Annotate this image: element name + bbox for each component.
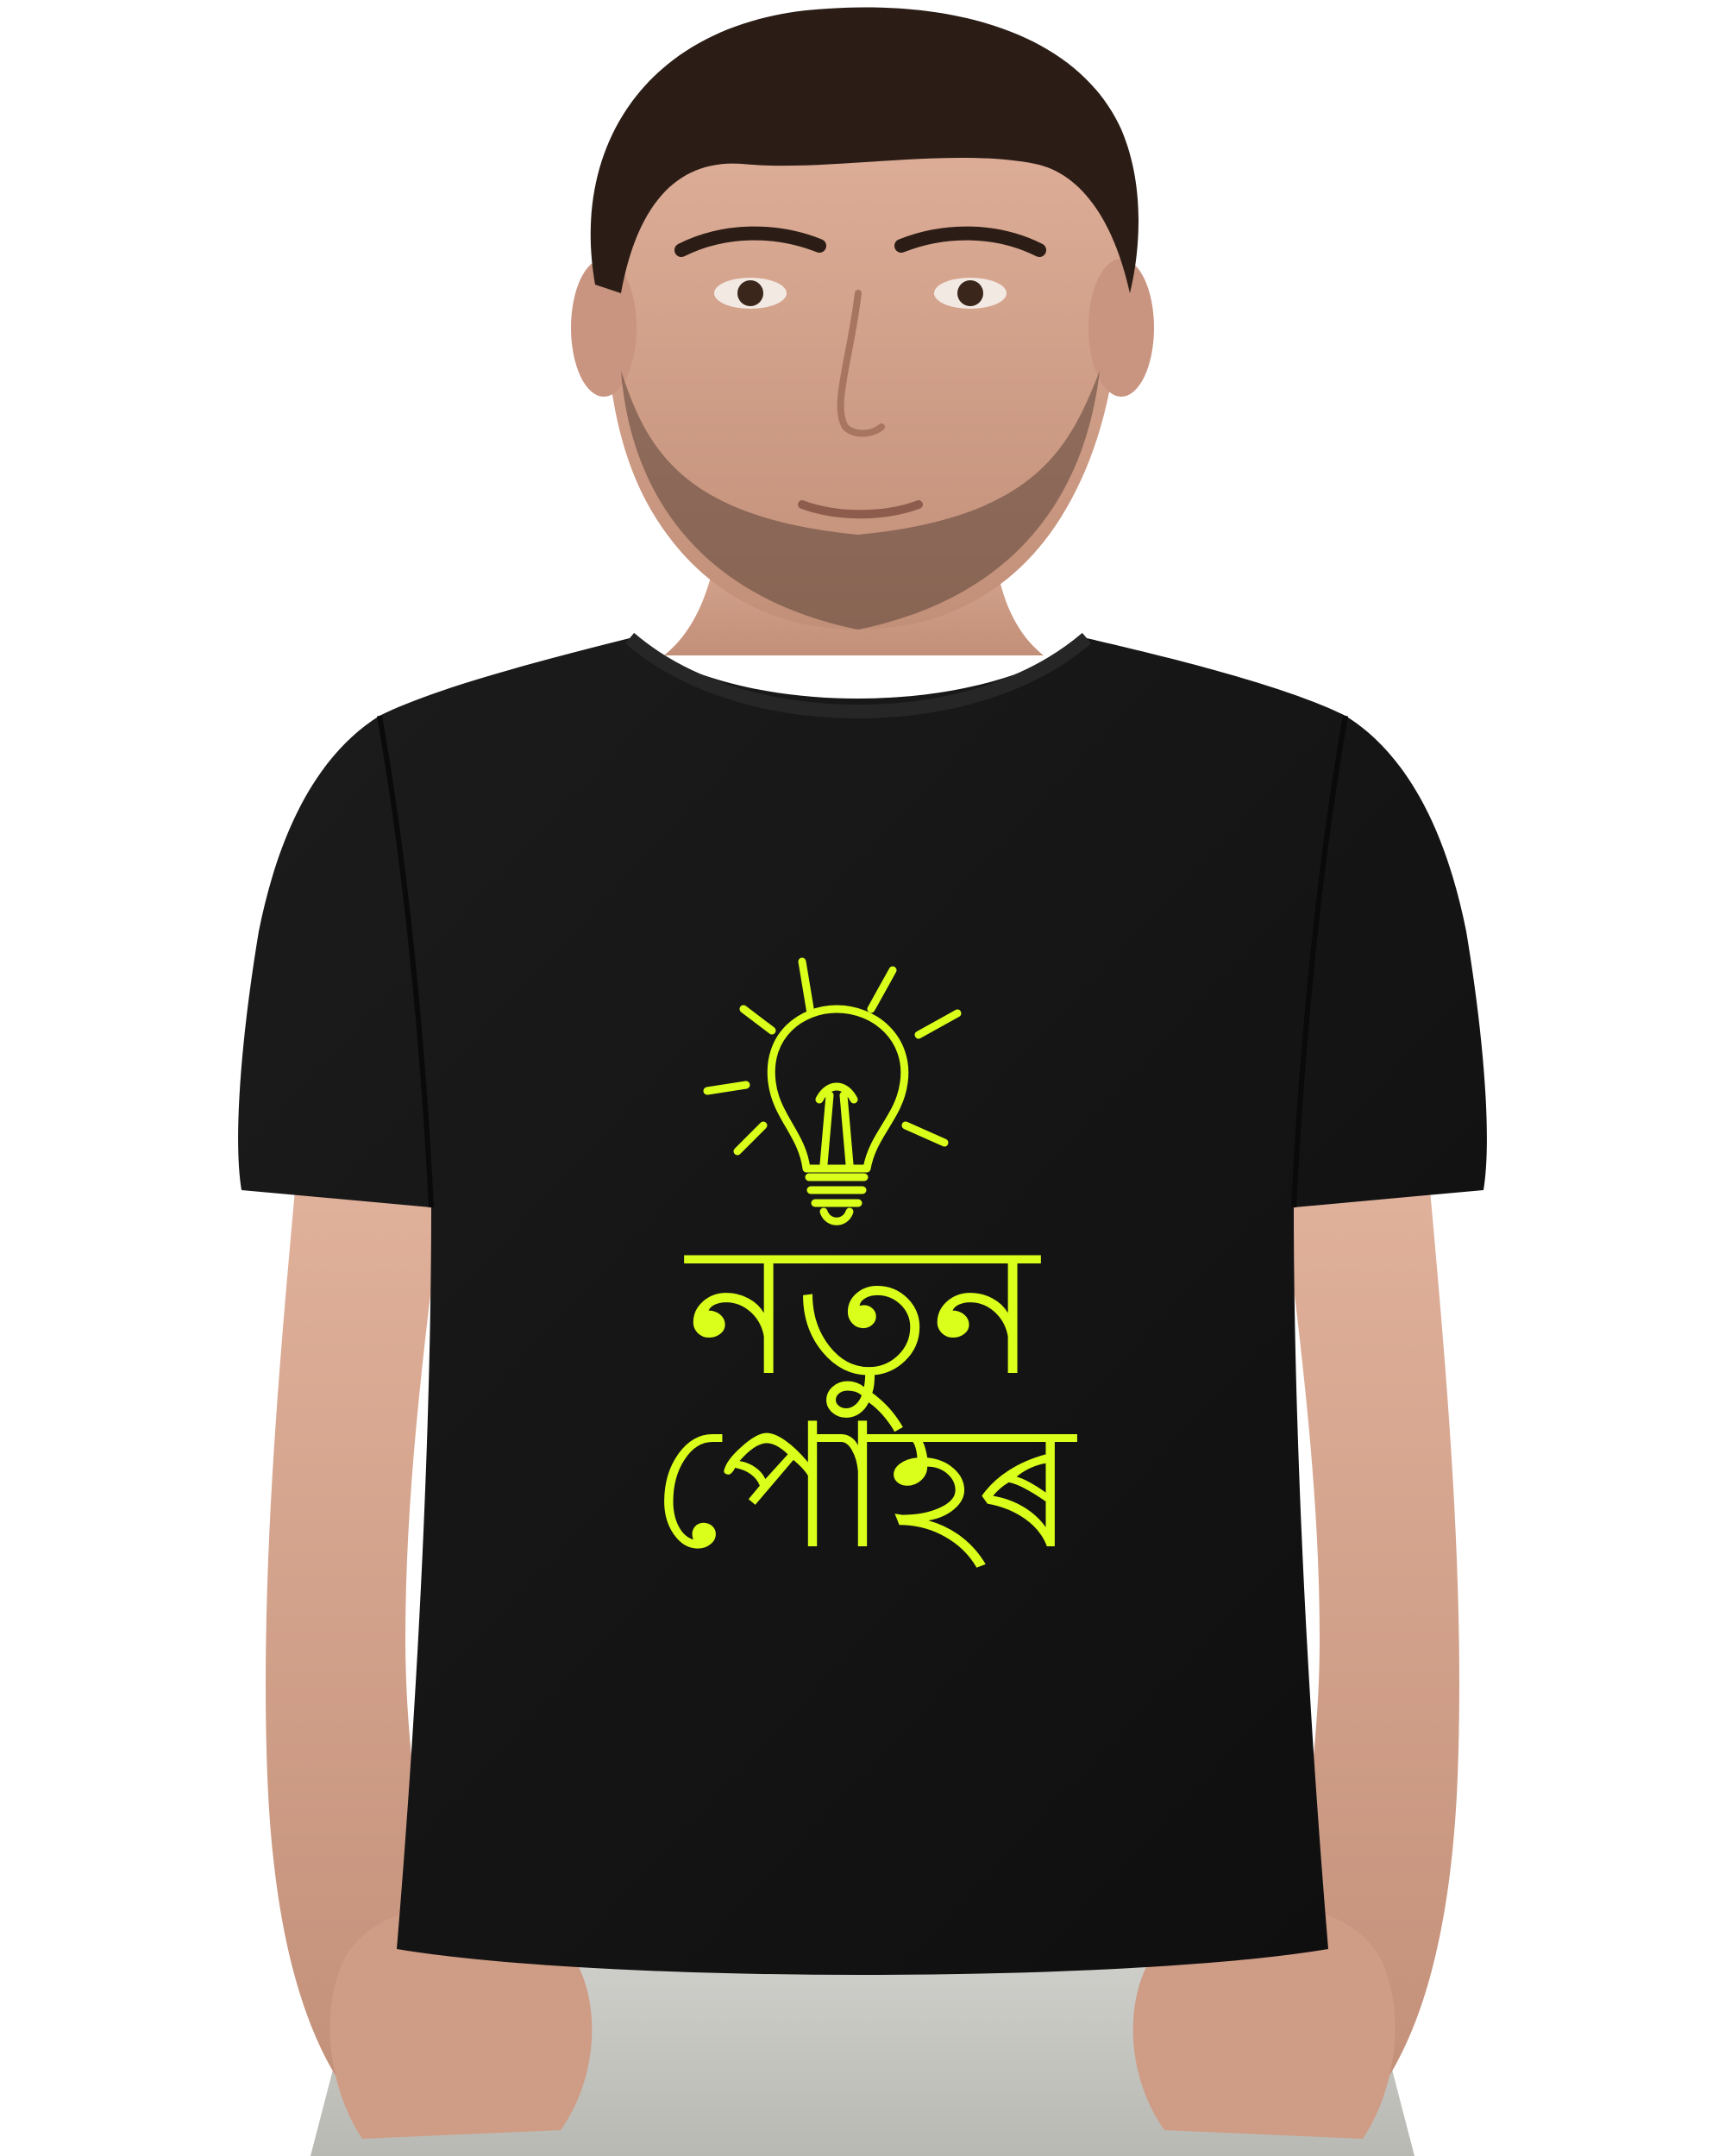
print-text-line-1: নতুন bbox=[686, 1205, 1039, 1416]
print-text-line-2: পোহৰ bbox=[649, 1387, 1076, 1588]
